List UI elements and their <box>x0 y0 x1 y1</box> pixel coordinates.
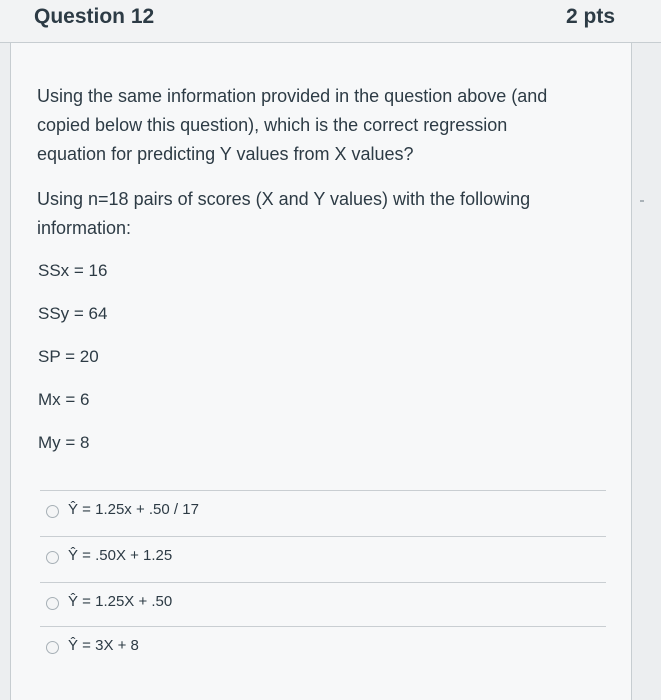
radio-icon[interactable] <box>46 551 59 564</box>
info-line: information: <box>37 218 132 238</box>
scroll-marker <box>640 200 644 202</box>
answer-label[interactable]: Ŷ = 1.25x + .50 / 17 <box>68 501 199 518</box>
stat-my: My = 8 <box>38 433 90 452</box>
prompt-line: Using the same information provided in the question above (and <box>37 86 548 106</box>
prompt-line: copied below this question), which is the correct regression <box>37 115 508 135</box>
answer-label[interactable]: Ŷ = 3X + 8 <box>68 637 139 654</box>
question-header <box>0 0 661 43</box>
radio-icon[interactable] <box>46 641 59 654</box>
stat-mx: Mx = 6 <box>38 390 90 409</box>
answer-option-4[interactable] <box>40 626 606 671</box>
question-points: 2 pts <box>566 5 616 28</box>
answer-label[interactable]: Ŷ = .50X + 1.25 <box>68 547 173 564</box>
answer-option-3[interactable] <box>40 582 606 627</box>
radio-icon[interactable] <box>46 597 59 610</box>
question-title: Question 12 <box>34 5 155 28</box>
answer-option-2[interactable] <box>40 536 606 581</box>
prompt-line: equation for predicting Y values from X values? <box>37 144 414 164</box>
stat-ssy: SSy = 64 <box>38 304 108 323</box>
info-line: Using n=18 pairs of scores (X and Y values) with the following <box>37 189 531 209</box>
question-info <box>37 185 607 243</box>
stat-sp: SP = 20 <box>38 347 99 366</box>
answer-label[interactable]: Ŷ = 1.25X + .50 <box>68 593 173 610</box>
question-prompt <box>37 82 607 169</box>
radio-icon[interactable] <box>46 505 59 518</box>
stat-ssx: SSx = 16 <box>38 261 108 280</box>
answer-option-1[interactable] <box>40 490 606 535</box>
